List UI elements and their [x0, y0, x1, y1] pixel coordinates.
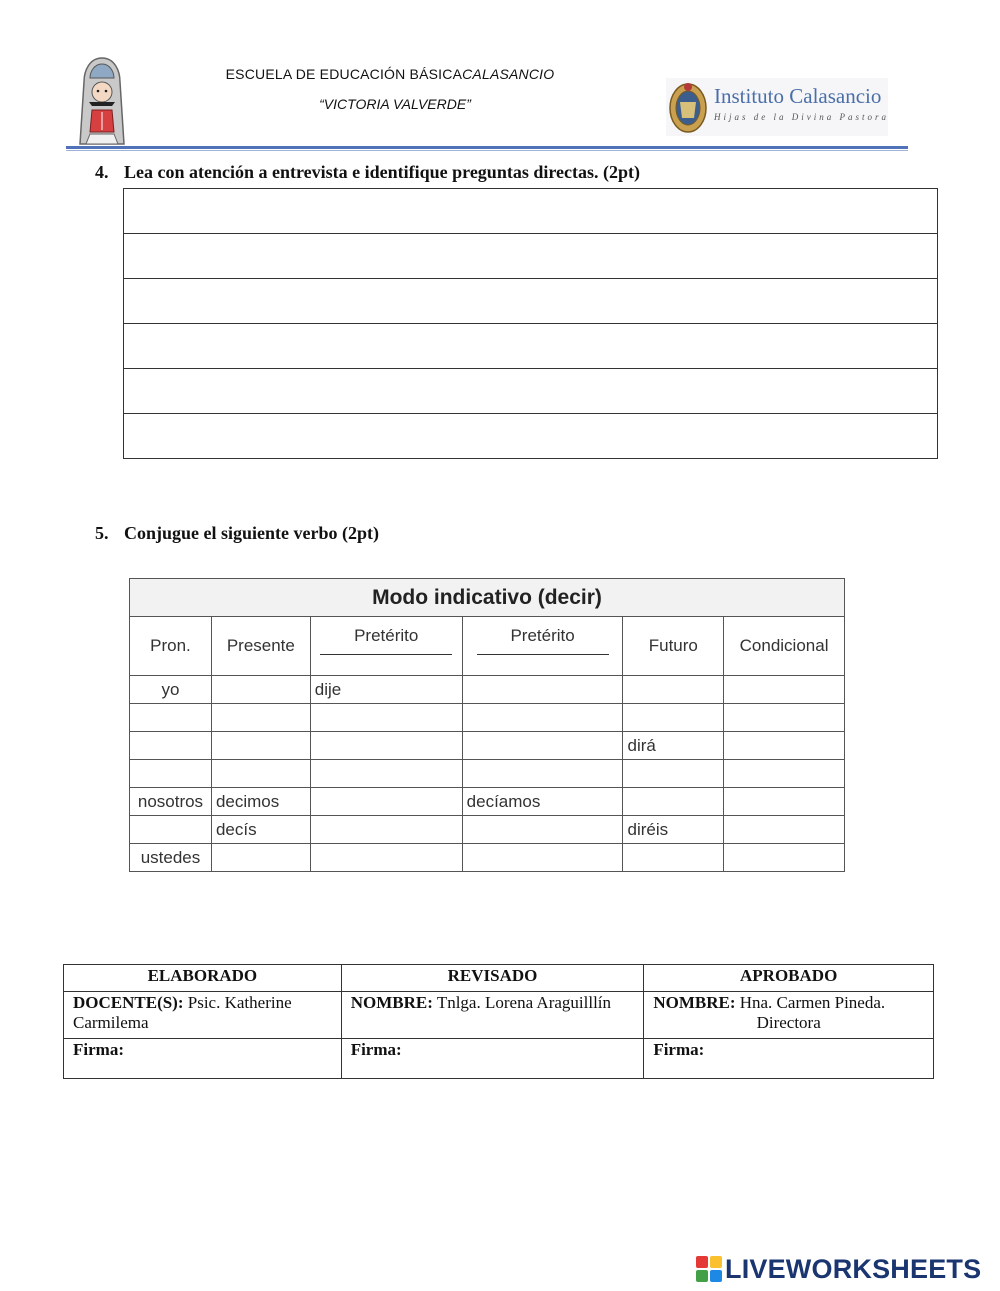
- conjugation-cell[interactable]: [310, 704, 462, 732]
- conjugation-cell[interactable]: [724, 788, 845, 816]
- verb-table-row: [130, 732, 845, 760]
- aprobado-name-cell: NOMBRE: Hna. Carmen Pineda. Directora: [644, 992, 934, 1039]
- question-4-number: 4.: [95, 162, 109, 182]
- aprobado-signature-cell[interactable]: Firma:: [644, 1039, 934, 1079]
- elaborado-signature-cell[interactable]: Firma:: [64, 1039, 342, 1079]
- conjugation-cell: dije: [310, 676, 462, 704]
- conjugation-cell[interactable]: [310, 732, 462, 760]
- revisado-signature-cell[interactable]: Firma:: [341, 1039, 644, 1079]
- conjugation-cell[interactable]: [211, 844, 310, 872]
- pronoun-cell[interactable]: [130, 816, 212, 844]
- conjugation-cell[interactable]: [211, 732, 310, 760]
- verb-table-row: [130, 704, 845, 732]
- answer-row[interactable]: [124, 189, 938, 234]
- conjugation-cell[interactable]: [310, 844, 462, 872]
- verb-table-caption: Modo indicativo (decir): [130, 579, 845, 617]
- verb-conjugation-table: [129, 578, 845, 872]
- revisado-name-cell: NOMBRE: Tnlga. Lorena Araguilllín: [341, 992, 644, 1039]
- school-name: ESCUELA DE EDUCACIÓN BÁSICACALASANCIO: [225, 66, 555, 82]
- conjugation-cell: decíamos: [462, 788, 623, 816]
- answer-row[interactable]: [124, 369, 938, 414]
- conjugation-cell[interactable]: [211, 704, 310, 732]
- answer-row[interactable]: [124, 279, 938, 324]
- conjugation-cell[interactable]: [462, 760, 623, 788]
- conjugation-cell[interactable]: [310, 816, 462, 844]
- conjugation-cell[interactable]: [623, 676, 724, 704]
- verb-table-row: [130, 844, 845, 872]
- conjugation-cell[interactable]: [724, 844, 845, 872]
- liveworksheets-brand: [696, 1252, 981, 1286]
- header-revisado: REVISADO: [341, 965, 644, 992]
- blank-line[interactable]: [477, 654, 609, 655]
- pronoun-cell[interactable]: [130, 704, 212, 732]
- header-divider: [66, 146, 908, 149]
- question-4-answer-box: [123, 188, 938, 459]
- conjugation-cell[interactable]: [462, 732, 623, 760]
- question-5-number: 5.: [95, 523, 109, 543]
- pronoun-cell[interactable]: [130, 760, 212, 788]
- liveworksheets-wordmark: LIVEWORKSHEETS: [725, 1253, 982, 1284]
- liveworksheets-logo-icon: [696, 1256, 722, 1282]
- answer-row[interactable]: [124, 234, 938, 279]
- header-condicional: Condicional: [724, 617, 845, 676]
- pronoun-cell: nosotros: [130, 788, 212, 816]
- question-4-text: Lea con atención a entrevista e identifique preguntas directas. (2pt): [124, 162, 640, 182]
- conjugation-cell[interactable]: [724, 760, 845, 788]
- institute-name: Instituto Calasancio: [714, 84, 882, 108]
- question-5: [95, 523, 379, 544]
- question-5-text: Conjugue el siguiente verbo (2pt): [124, 523, 379, 543]
- conjugation-cell[interactable]: [211, 760, 310, 788]
- conjugation-cell: dirá: [623, 732, 724, 760]
- header-preterito-1: Pretérito: [310, 617, 462, 676]
- conjugation-cell[interactable]: [724, 676, 845, 704]
- conjugation-cell[interactable]: [462, 676, 623, 704]
- pronoun-cell[interactable]: [130, 732, 212, 760]
- pronoun-cell: ustedes: [130, 844, 212, 872]
- header-aprobado: APROBADO: [644, 965, 934, 992]
- conjugation-cell[interactable]: [724, 816, 845, 844]
- blank-line[interactable]: [320, 654, 452, 655]
- question-4: [95, 162, 640, 183]
- conjugation-cell[interactable]: [310, 788, 462, 816]
- conjugation-cell[interactable]: [462, 704, 623, 732]
- elaborado-name-cell: DOCENTE(S): Psic. Katherine Carmilema: [64, 992, 342, 1039]
- header-pron: Pron.: [130, 617, 212, 676]
- answer-row[interactable]: [124, 324, 938, 369]
- header-elaborado: ELABORADO: [64, 965, 342, 992]
- conjugation-cell[interactable]: [623, 788, 724, 816]
- pronoun-cell: yo: [130, 676, 212, 704]
- verb-table-row: [130, 760, 845, 788]
- conjugation-cell[interactable]: [462, 844, 623, 872]
- conjugation-cell[interactable]: [462, 816, 623, 844]
- header-futuro: Futuro: [623, 617, 724, 676]
- verb-table-row: [130, 676, 845, 704]
- header-preterito-2: Pretérito: [462, 617, 623, 676]
- conjugation-cell[interactable]: [724, 732, 845, 760]
- conjugation-cell[interactable]: [623, 704, 724, 732]
- verb-table-row: [130, 788, 845, 816]
- signature-table: [63, 964, 934, 1079]
- conjugation-cell[interactable]: [623, 844, 724, 872]
- verb-table-row: [130, 816, 845, 844]
- conjugation-cell: diréis: [623, 816, 724, 844]
- school-subtitle: “VICTORIA VALVERDE”: [319, 96, 471, 112]
- conjugation-cell[interactable]: [211, 676, 310, 704]
- conjugation-cell: decís: [211, 816, 310, 844]
- conjugation-cell: decimos: [211, 788, 310, 816]
- conjugation-cell[interactable]: [724, 704, 845, 732]
- conjugation-cell[interactable]: [310, 760, 462, 788]
- header-presente: Presente: [211, 617, 310, 676]
- institute-tagline: Hijas de la Divina Pastora: [714, 112, 889, 122]
- answer-row[interactable]: [124, 414, 938, 459]
- header-divider-thin: [66, 150, 908, 151]
- conjugation-cell[interactable]: [623, 760, 724, 788]
